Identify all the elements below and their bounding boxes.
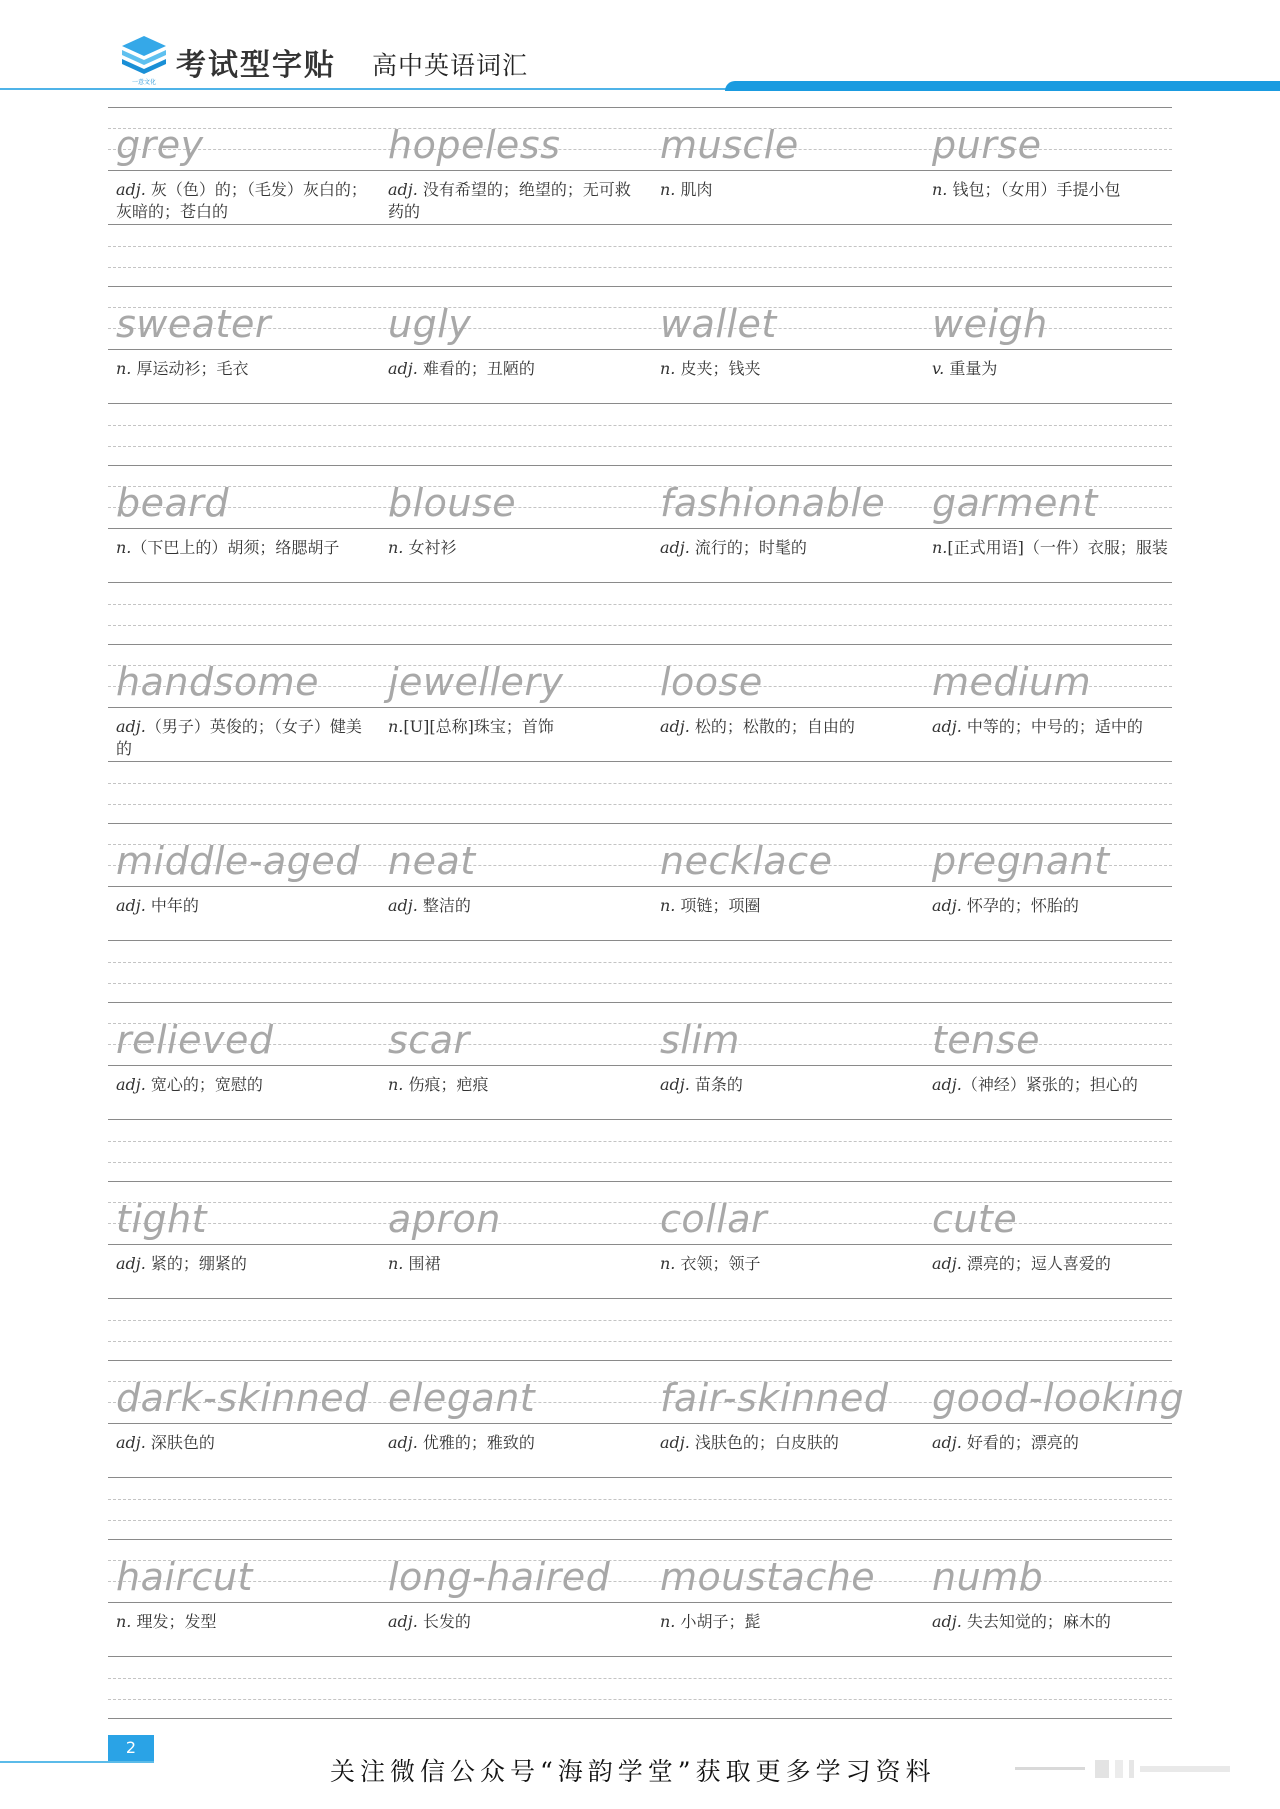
- definition-text: 重量为: [944, 359, 998, 378]
- tracing-word: beard: [116, 481, 230, 525]
- vocab-entry: [380, 465, 646, 644]
- vocab-entry: [108, 1539, 374, 1718]
- tracing-word: moustache: [660, 1555, 876, 1599]
- definition-text: 中等的；中号的；适中的: [961, 717, 1143, 736]
- word-definition: [388, 179, 643, 223]
- tracing-word: numb: [932, 1555, 1044, 1599]
- part-of-speech: n.: [116, 359, 132, 378]
- tracing-word: good-looking: [932, 1376, 1185, 1420]
- tracing-word: slim: [660, 1018, 740, 1062]
- definition-text: 宽心的；宽慰的: [145, 1075, 263, 1094]
- definition-text: 皮夹；钱夹: [675, 359, 761, 378]
- part-of-speech: adj.: [116, 896, 146, 915]
- tracing-word: long-haired: [388, 1555, 611, 1599]
- word-definition: [932, 179, 1187, 201]
- vocab-entry: [108, 107, 374, 286]
- tracing-word: haircut: [116, 1555, 253, 1599]
- vocab-row: [108, 1539, 1172, 1718]
- vocab-row: [108, 1360, 1185, 1539]
- part-of-speech: n.: [388, 717, 404, 736]
- vocab-entry: [380, 823, 646, 1002]
- word-definition: [932, 358, 1187, 380]
- definition-text: 厚运动衫；毛衣: [131, 359, 249, 378]
- definition-text: 钱包；（女用）手提小包: [947, 180, 1121, 199]
- word-definition: [932, 1432, 1187, 1454]
- vocab-entry: [380, 286, 646, 465]
- footer-notice: 关注微信公众号“海韵学堂”获取更多学习资料: [330, 1757, 936, 1786]
- part-of-speech: adj.: [932, 896, 962, 915]
- tracing-word: loose: [660, 660, 763, 704]
- tracing-word: necklace: [660, 839, 833, 883]
- tracing-word: ugly: [388, 302, 472, 346]
- definition-text: 松的；松散的；自由的: [689, 717, 855, 736]
- part-of-speech: adj.: [660, 538, 690, 557]
- brand-title: 考试型字贴: [176, 48, 336, 83]
- tracing-word: wallet: [660, 302, 777, 346]
- vocab-entry: [108, 644, 374, 823]
- definition-text: 衣领；领子: [675, 1254, 761, 1273]
- word-definition: [116, 358, 371, 380]
- part-of-speech: adj.: [932, 1612, 962, 1631]
- word-definition: [116, 179, 371, 223]
- part-of-speech: adj.: [116, 717, 146, 736]
- definition-text: 没有希望的；绝望的；无可救药的: [388, 180, 631, 221]
- vocab-entry: [924, 644, 1190, 823]
- definition-text: 漂亮的；逗人喜爱的: [961, 1254, 1111, 1273]
- vocab-entry: [652, 286, 918, 465]
- definition-text: （下巴上的）胡须；络腮胡子: [131, 538, 340, 557]
- word-definition: [660, 1074, 915, 1096]
- vocab-entry: [652, 823, 918, 1002]
- part-of-speech: adj.: [932, 717, 962, 736]
- definition-text: 失去知觉的；麻木的: [961, 1612, 1111, 1631]
- vocab-entry: [380, 1002, 646, 1181]
- vocab-entry: [380, 1181, 646, 1360]
- tracing-word: sweater: [116, 302, 271, 346]
- vocab-entry: [652, 1360, 918, 1539]
- vocab-entry: [652, 1181, 918, 1360]
- tracing-word: relieved: [116, 1018, 274, 1062]
- word-definition: [388, 895, 643, 917]
- vocab-entry: [108, 1002, 374, 1181]
- part-of-speech: n.: [388, 1254, 404, 1273]
- word-definition: [932, 537, 1187, 559]
- definition-text: 灰（色）的；（毛发）灰白的；灰暗的；苍白的: [116, 180, 367, 221]
- vocab-row: [108, 1181, 1172, 1360]
- word-definition: [388, 537, 643, 559]
- word-definition: [660, 716, 915, 738]
- part-of-speech: n.: [660, 1254, 676, 1273]
- word-definition: [660, 895, 915, 917]
- word-definition: [388, 358, 643, 380]
- part-of-speech: n.: [660, 1612, 676, 1631]
- word-definition: [660, 1432, 915, 1454]
- page-header: [0, 0, 1280, 100]
- part-of-speech: n.: [932, 538, 948, 557]
- tracing-word: cute: [932, 1197, 1018, 1241]
- vocab-entry: [652, 1539, 918, 1718]
- part-of-speech: v.: [932, 359, 945, 378]
- word-definition: [932, 1074, 1187, 1096]
- word-definition: [660, 1253, 915, 1275]
- vocab-entry: [380, 107, 646, 286]
- vocab-entry: [924, 1360, 1190, 1539]
- vocab-entry: [924, 1002, 1190, 1181]
- vocab-entry: [108, 1181, 374, 1360]
- tracing-word: medium: [932, 660, 1092, 704]
- tracing-word: apron: [388, 1197, 501, 1241]
- part-of-speech: n.: [116, 538, 132, 557]
- vocab-entry: [108, 1360, 374, 1539]
- vocab-row: [108, 107, 1172, 286]
- vocab-entry: [652, 644, 918, 823]
- definition-text: 流行的；时髦的: [689, 538, 807, 557]
- tracing-word: dark-skinned: [116, 1376, 369, 1420]
- part-of-speech: adj.: [116, 1075, 146, 1094]
- word-definition: [660, 537, 915, 559]
- definition-text: （神经）紧张的；担心的: [961, 1075, 1138, 1094]
- tracing-word: hopeless: [388, 123, 561, 167]
- vocab-entry: [924, 823, 1190, 1002]
- vocab-entry: [924, 107, 1190, 286]
- svg-text:一意文化: 一意文化: [131, 79, 157, 86]
- tracing-word: tense: [932, 1018, 1041, 1062]
- definition-text: [正式用语]（一件）衣服；服装: [947, 538, 1168, 557]
- vocab-entry: [652, 1002, 918, 1181]
- vocab-row: [108, 286, 1172, 465]
- definition-text: 女衬衫: [403, 538, 457, 557]
- vocab-entry: [652, 107, 918, 286]
- word-definition: [660, 179, 915, 201]
- vocab-entry: [108, 465, 374, 644]
- tracing-word: muscle: [660, 123, 799, 167]
- vocab-row: [108, 1002, 1172, 1181]
- part-of-speech: adj.: [660, 1433, 690, 1452]
- tracing-word: elegant: [388, 1376, 536, 1420]
- vocab-row: [108, 823, 1172, 1002]
- part-of-speech: n.: [660, 359, 676, 378]
- part-of-speech: adj.: [388, 1612, 418, 1631]
- part-of-speech: n.: [388, 538, 404, 557]
- tracing-word: middle-aged: [116, 839, 360, 883]
- word-definition: [116, 716, 371, 760]
- definition-text: 好看的；漂亮的: [961, 1433, 1079, 1452]
- part-of-speech: adj.: [116, 1433, 146, 1452]
- vocab-entry: [924, 1181, 1190, 1360]
- vocab-entry: [108, 286, 374, 465]
- vocab-row: [108, 644, 1172, 823]
- definition-text: 小胡子；髭: [675, 1612, 761, 1631]
- definition-text: [U][总称]珠宝；首饰: [403, 717, 554, 736]
- subject-title: 高中英语词汇: [372, 51, 529, 80]
- tracing-word: collar: [660, 1197, 768, 1241]
- part-of-speech: adj.: [932, 1433, 962, 1452]
- word-definition: [932, 895, 1187, 917]
- word-definition: [116, 1253, 371, 1275]
- tracing-word: grey: [116, 123, 204, 167]
- vocab-entry: [924, 1539, 1190, 1718]
- part-of-speech: adj.: [388, 180, 418, 199]
- definition-text: 怀孕的；怀胎的: [961, 896, 1079, 915]
- definition-text: 苗条的: [689, 1075, 743, 1094]
- definition-text: 伤痕；疤痕: [403, 1075, 489, 1094]
- word-definition: [660, 358, 915, 380]
- word-definition: [388, 1074, 643, 1096]
- vocabulary-grid: [108, 107, 1185, 1718]
- writing-guide-line: [108, 1718, 1172, 1719]
- tracing-word: blouse: [388, 481, 517, 525]
- vocab-entry: [108, 823, 374, 1002]
- vocab-entry: [924, 465, 1190, 644]
- footer-decoration-icon: [1015, 1758, 1255, 1780]
- tracing-word: tight: [116, 1197, 208, 1241]
- definition-text: （男子）英俊的；（女子）健美的: [116, 717, 362, 758]
- word-definition: [388, 1253, 643, 1275]
- definition-text: 理发；发型: [131, 1612, 217, 1631]
- word-definition: [388, 1611, 643, 1633]
- vocab-entry: [380, 1360, 646, 1539]
- part-of-speech: adj.: [116, 180, 146, 199]
- part-of-speech: adj.: [660, 717, 690, 736]
- tracing-word: scar: [388, 1018, 470, 1062]
- definition-text: 肌肉: [675, 180, 713, 199]
- page-number: 2: [108, 1735, 154, 1761]
- tracing-word: purse: [932, 123, 1042, 167]
- definition-text: 紧的；绷紧的: [145, 1254, 247, 1273]
- tracing-word: jewellery: [388, 660, 564, 704]
- part-of-speech: adj.: [116, 1254, 146, 1273]
- book-stack-logo-icon: [120, 34, 168, 86]
- definition-text: 项链；项圈: [675, 896, 761, 915]
- part-of-speech: n.: [660, 896, 676, 915]
- definition-text: 围裙: [403, 1254, 441, 1273]
- part-of-speech: adj.: [932, 1254, 962, 1273]
- word-definition: [660, 1611, 915, 1633]
- definition-text: 深肤色的: [145, 1433, 215, 1452]
- header-accent-bar: [725, 81, 1280, 91]
- tracing-word: pregnant: [932, 839, 1110, 883]
- definition-text: 长发的: [417, 1612, 471, 1631]
- vocab-entry: [380, 644, 646, 823]
- tracing-word: neat: [388, 839, 476, 883]
- definition-text: 中年的: [145, 896, 199, 915]
- definition-text: 优雅的；雅致的: [417, 1433, 535, 1452]
- tracing-word: fashionable: [660, 481, 886, 525]
- word-definition: [116, 1074, 371, 1096]
- definition-text: 浅肤色的；白皮肤的: [689, 1433, 839, 1452]
- part-of-speech: adj.: [388, 1433, 418, 1452]
- vocab-row: [108, 465, 1172, 644]
- part-of-speech: n.: [116, 1612, 132, 1631]
- vocab-entry: [652, 465, 918, 644]
- word-definition: [932, 716, 1187, 738]
- word-definition: [932, 1611, 1187, 1633]
- part-of-speech: n.: [932, 180, 948, 199]
- part-of-speech: adj.: [660, 1075, 690, 1094]
- word-definition: [388, 1432, 643, 1454]
- part-of-speech: adj.: [932, 1075, 962, 1094]
- word-definition: [932, 1253, 1187, 1275]
- part-of-speech: n.: [660, 180, 676, 199]
- word-definition: [116, 1432, 371, 1454]
- footer-rule: [0, 1761, 154, 1763]
- word-definition: [116, 895, 371, 917]
- word-definition: [388, 716, 643, 738]
- tracing-word: garment: [932, 481, 1098, 525]
- tracing-word: handsome: [116, 660, 320, 704]
- definition-text: 难看的；丑陋的: [417, 359, 535, 378]
- vocab-entry: [924, 286, 1190, 465]
- tracing-word: fair-skinned: [660, 1376, 889, 1420]
- tracing-word: weigh: [932, 302, 1048, 346]
- part-of-speech: adj.: [388, 359, 418, 378]
- word-definition: [116, 537, 371, 559]
- definition-text: 整洁的: [417, 896, 471, 915]
- vocab-entry: [380, 1539, 646, 1718]
- part-of-speech: n.: [388, 1075, 404, 1094]
- part-of-speech: adj.: [388, 896, 418, 915]
- word-definition: [116, 1611, 371, 1633]
